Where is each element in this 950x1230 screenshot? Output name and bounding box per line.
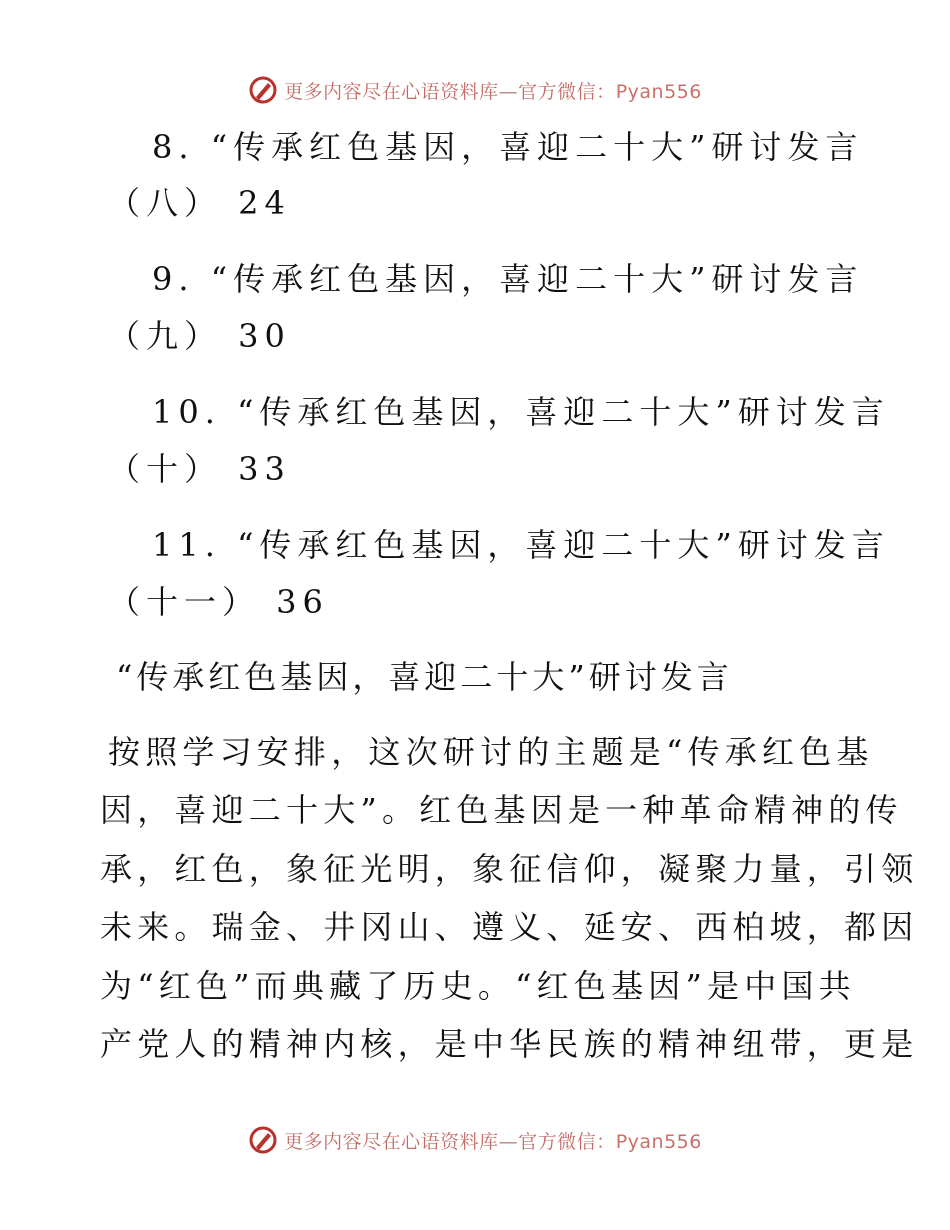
paragraph-line: 承，红色，象征光明，象征信仰，凝聚力量，引领 (100, 850, 919, 888)
pen-logo-icon (248, 75, 278, 105)
toc-item-8-suffix: （八） 24 (108, 184, 291, 222)
toc-item-9-title: 9. “传承红色基因，喜迎二十大”研讨发言 (152, 260, 864, 298)
toc-item-11-title: 11. “传承红色基因，喜迎二十大”研讨发言 (152, 526, 890, 564)
watermark-text: 更多内容尽在心语资料库—官方微信：Pyan556 (284, 80, 702, 103)
header-watermark (0, 70, 950, 110)
watermark-text: 更多内容尽在心语资料库—官方微信：Pyan556 (284, 1130, 702, 1153)
paragraph-line: 为“红色”而典藏了历史。“红色基因”是中国共 (100, 967, 856, 1005)
toc-item-10-title: 10. “传承红色基因，喜迎二十大”研讨发言 (152, 393, 890, 431)
paragraph-line: 因，喜迎二十大”。红色基因是一种革命精神的传 (100, 791, 903, 829)
paragraph-line: 未来。瑞金、井冈山、遵义、延安、西柏坡，都因 (100, 908, 919, 946)
toc-item-8-title: 8. “传承红色基因，喜迎二十大”研讨发言 (152, 128, 864, 166)
pen-logo-icon (248, 1125, 278, 1155)
paragraph-line: 产党人的精神内核，是中华民族的精神纽带，更是 (100, 1025, 919, 1063)
toc-item-10-suffix: （十） 33 (108, 450, 291, 488)
section-heading: “传承红色基因，喜迎二十大”研讨发言 (116, 658, 733, 696)
toc-item-11-suffix: （十一） 36 (108, 583, 329, 621)
paragraph-line: 按照学习安排，这次研讨的主题是“传承红色基 (108, 733, 874, 771)
footer-watermark (0, 1120, 950, 1160)
toc-item-9-suffix: （九） 30 (108, 317, 291, 355)
